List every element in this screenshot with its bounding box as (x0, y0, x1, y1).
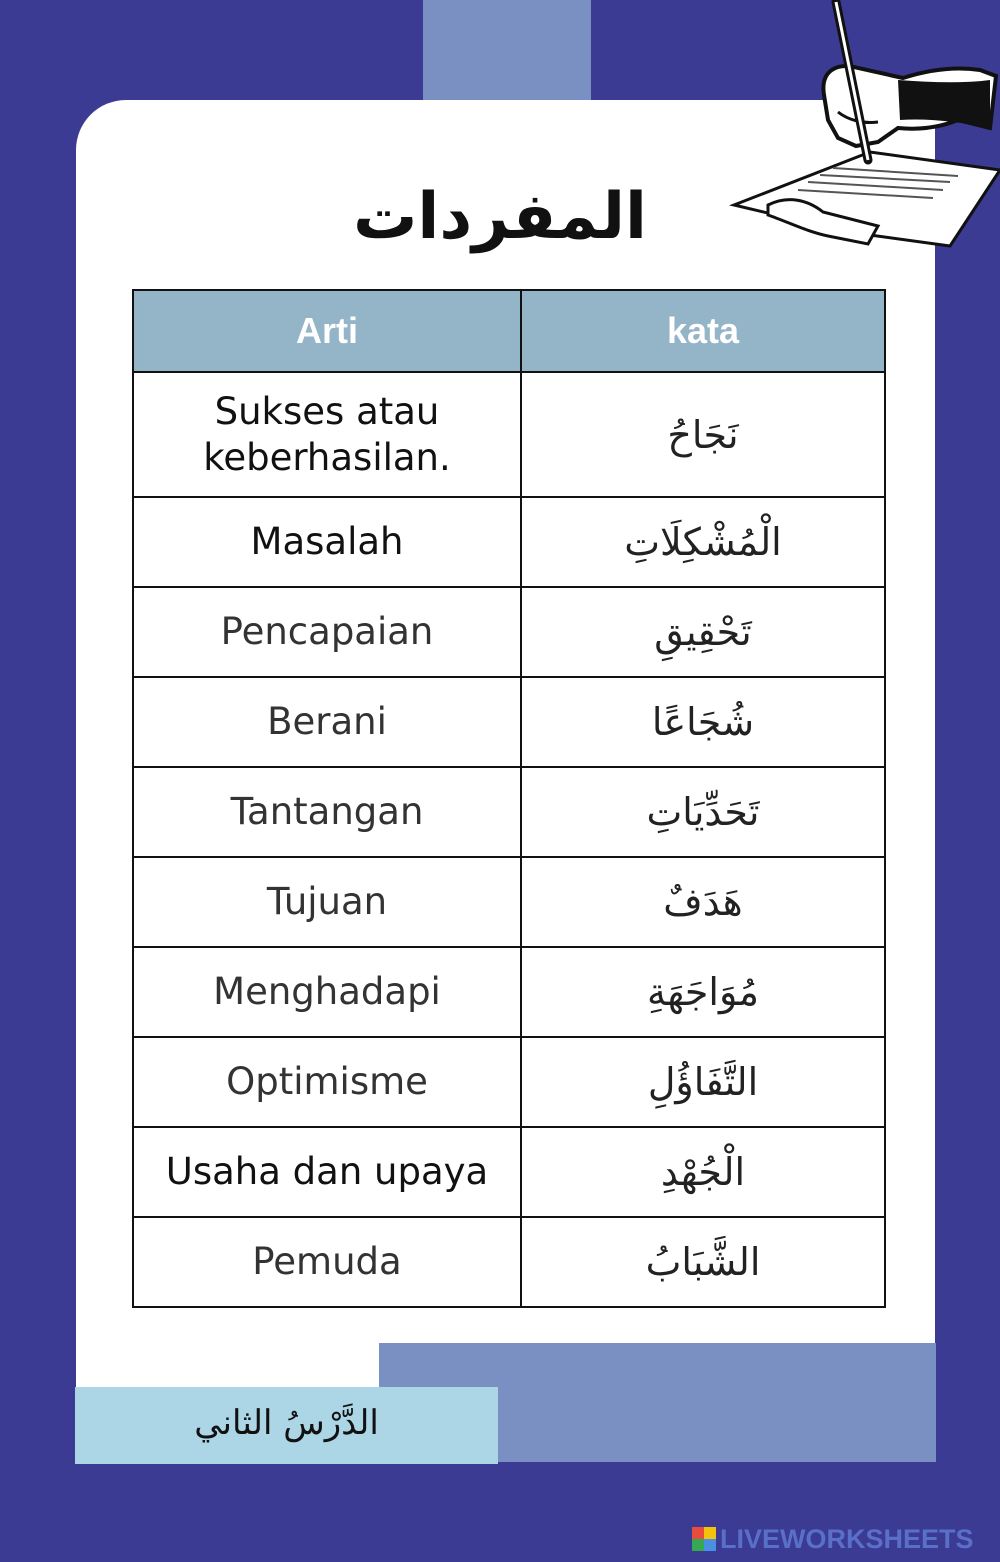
lesson-label: الدَّرْسُ الثاني (194, 1403, 379, 1443)
table-row (133, 1127, 885, 1217)
kata-cell: الْمُشْكِلَاتِ (521, 497, 885, 587)
kata-cell: التَّفَاؤُلِ (521, 1037, 885, 1127)
table-row (133, 1037, 885, 1127)
kata-cell: مُوَاجَهَةِ (521, 947, 885, 1037)
kata-cell: الشَّبَابُ (521, 1217, 885, 1307)
kata-cell: تَحْقِيقِ (521, 587, 885, 677)
header-kata: kata (521, 290, 885, 372)
table-row (133, 1217, 885, 1307)
table-row (133, 677, 885, 767)
arti-cell: Sukses atau keberhasilan. (133, 372, 521, 497)
arti-cell: Usaha dan upaya (133, 1127, 521, 1217)
arti-cell: Berani (133, 677, 521, 767)
kata-cell: شُجَاعًا (521, 677, 885, 767)
arti-cell: Tujuan (133, 857, 521, 947)
vocabulary-table (132, 289, 886, 1308)
arti-cell: Menghadapi (133, 947, 521, 1037)
table-row (133, 497, 885, 587)
table-row (133, 767, 885, 857)
lesson-badge (75, 1387, 498, 1464)
brand-name: LIVEWORKSHEETS (720, 1523, 974, 1554)
kata-cell: نَجَاحُ (521, 372, 885, 497)
liveworksheets-logo-icon (692, 1527, 716, 1551)
arti-cell: Pencapaian (133, 587, 521, 677)
arti-cell: Masalah (133, 497, 521, 587)
arti-cell: Tantangan (133, 767, 521, 857)
kata-cell: تَحَدِّيَاتِ (521, 767, 885, 857)
kata-cell: الْجُهْدِ (521, 1127, 885, 1217)
header-arti: Arti (133, 290, 521, 372)
table-row (133, 857, 885, 947)
table-row (133, 372, 885, 497)
liveworksheets-watermark[interactable] (692, 1524, 974, 1554)
kata-cell: هَدَفٌ (521, 857, 885, 947)
arti-cell: Optimisme (133, 1037, 521, 1127)
page-title: المفردات (353, 180, 647, 254)
table-header-row (133, 290, 885, 372)
table-row (133, 947, 885, 1037)
table-row (133, 587, 885, 677)
arti-cell: Pemuda (133, 1217, 521, 1307)
